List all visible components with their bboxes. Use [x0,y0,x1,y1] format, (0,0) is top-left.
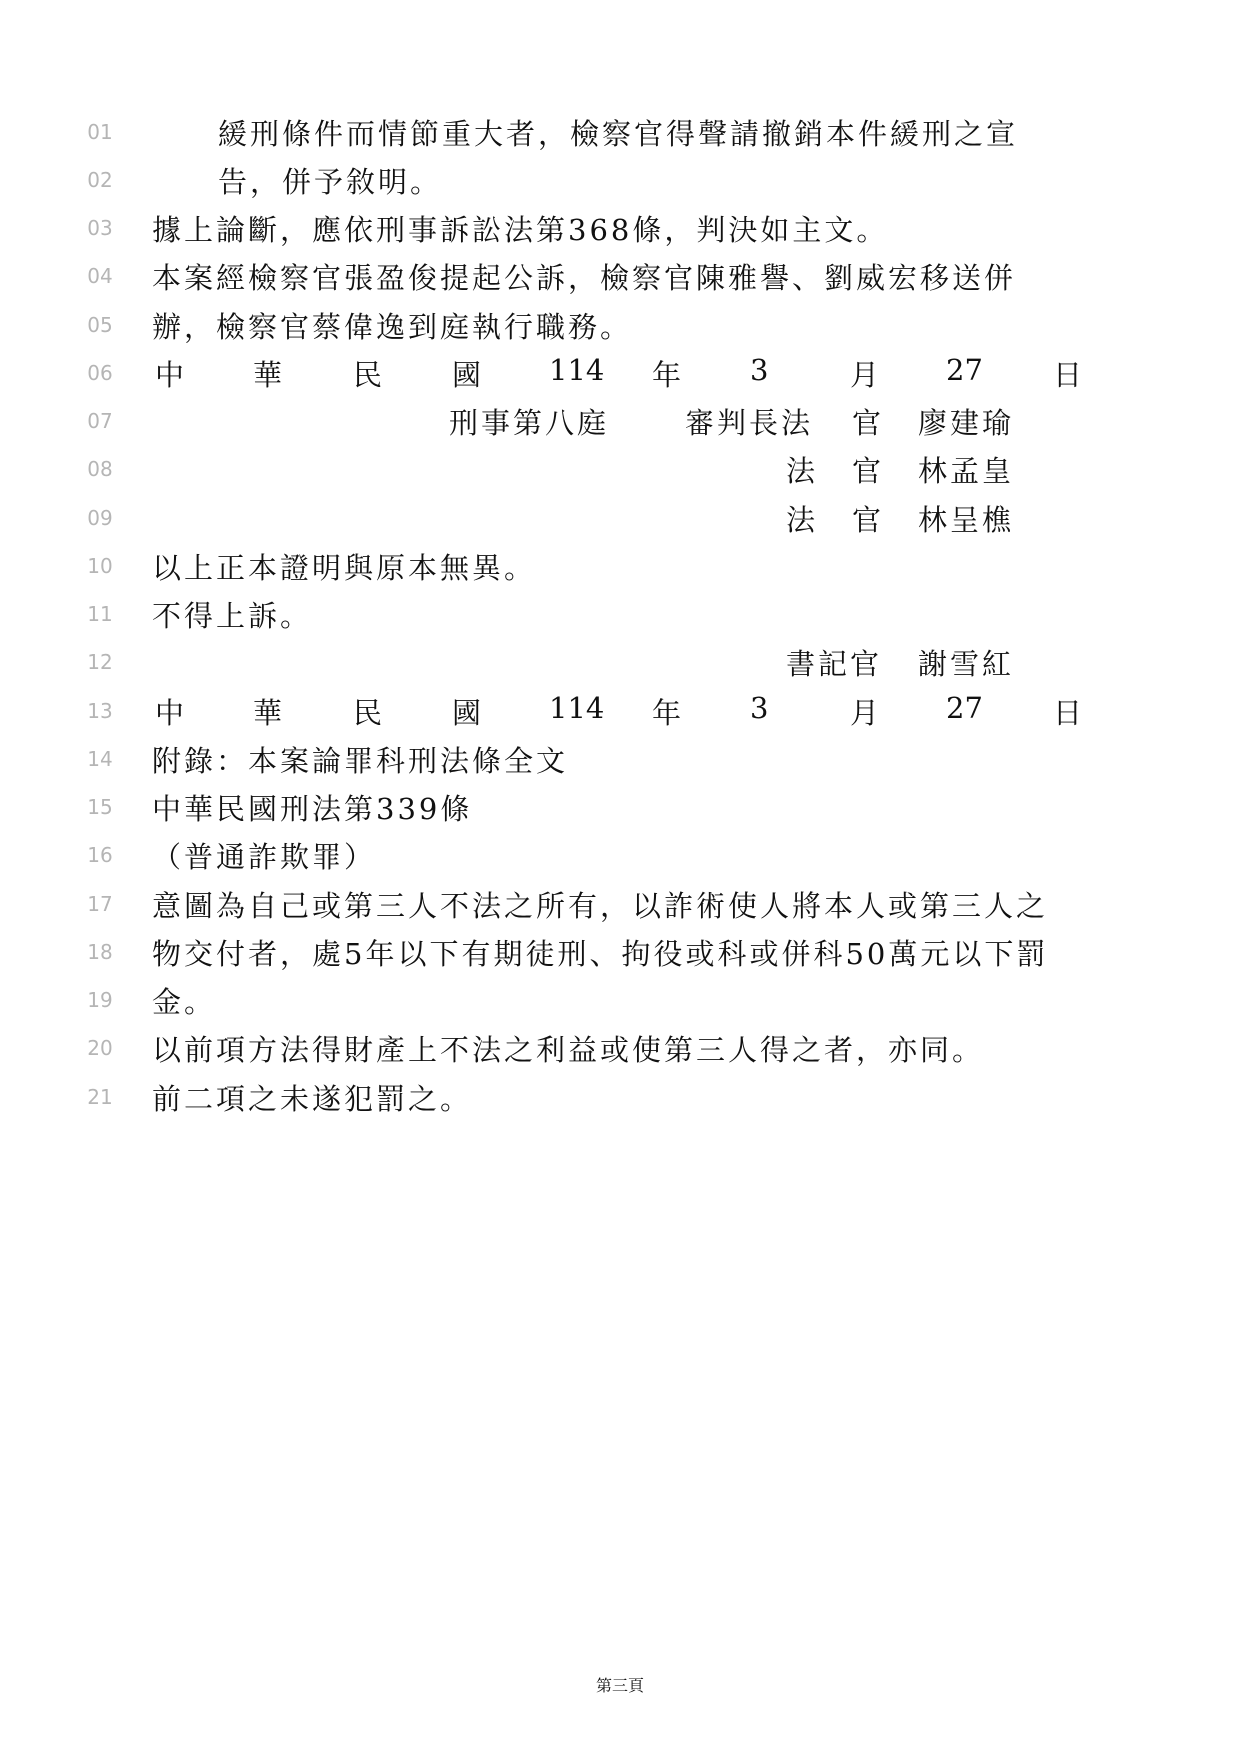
date-month-label: 月 [850,358,880,392]
date-char: 民 [353,358,383,392]
text-line-02: 告，併予敘明。 [218,165,443,199]
judge-title-suffix: 官 [852,454,882,488]
line-number: 15 [87,795,113,819]
date-char: 民 [353,696,383,730]
date-char: 華 [253,358,283,392]
date-char: 國 [452,358,482,392]
court-division: 刑事第八庭 [449,406,610,440]
presiding-judge-name: 廖建瑜 [918,406,1015,440]
line-number: 05 [87,313,113,337]
text-line-15: 中華民國刑法第339條 [152,792,473,826]
line-number: 12 [87,650,113,674]
clerk-title: 書記官 [786,647,883,681]
date-year: 114 [549,691,605,725]
date-day-label: 日 [1053,696,1083,730]
line-number: 09 [87,506,113,530]
presiding-judge-title-suffix: 官 [852,406,882,440]
line-number: 17 [87,892,113,916]
line-number: 11 [87,602,113,626]
date-month: 3 [750,353,769,387]
text-line-14: 附錄：本案論罪科刑法條全文 [152,744,569,778]
line-number: 07 [87,409,113,433]
text-line-17: 意圖為自己或第三人不法之所有，以詐術使人將本人或第三人之 [152,889,1049,923]
date-char: 中 [155,696,185,730]
line-number: 02 [87,168,113,192]
text-line-11: 不得上訴。 [152,599,313,633]
date-day: 27 [946,691,983,725]
clerk-name: 謝雪紅 [918,647,1015,681]
line-number: 08 [87,457,113,481]
judge-title: 法 [786,454,816,488]
text-line-04: 本案經檢察官張盈俊提起公訴，檢察官陳雅譽、劉威宏移送併 [152,261,1017,295]
line-number: 16 [87,843,113,867]
date-day-label: 日 [1053,358,1083,392]
text-line-05: 辦，檢察官蔡偉逸到庭執行職務。 [152,310,633,344]
line-number: 06 [87,361,113,385]
line-number: 01 [87,120,113,144]
date-month: 3 [750,691,769,725]
date-char: 國 [452,696,482,730]
date-year: 114 [549,353,605,387]
line-number: 21 [87,1085,113,1109]
line-number: 14 [87,747,113,771]
line-number: 19 [87,988,113,1012]
text-line-20: 以前項方法得財產上不法之利益或使第三人得之者，亦同。 [152,1033,985,1067]
text-line-21: 前二項之未遂犯罰之。 [152,1082,473,1116]
date-year-label: 年 [652,358,682,392]
date-day: 27 [946,353,983,387]
line-number: 10 [87,554,113,578]
judge-title-suffix: 官 [852,503,882,537]
page-number: 第三頁 [595,1676,644,1695]
presiding-judge-title: 審判長法 [685,406,814,440]
text-line-03: 據上論斷，應依刑事訴訟法第368條，判決如主文。 [152,213,889,247]
date-month-label: 月 [850,696,880,730]
text-line-10: 以上正本證明與原本無異。 [152,551,537,585]
text-line-19: 金。 [152,985,217,1019]
line-number: 13 [87,699,113,723]
judge-name: 林孟皇 [918,454,1015,488]
text-line-01: 緩刑條件而情節重大者，檢察官得聲請撤銷本件緩刑之宣 [218,117,1019,151]
line-number: 20 [87,1036,113,1060]
judge-name: 林呈樵 [918,503,1015,537]
text-line-18: 物交付者，處5年以下有期徒刑、拘役或科或併科50萬元以下罰 [152,937,1049,971]
date-char: 中 [155,358,185,392]
judge-title: 法 [786,503,816,537]
line-number: 18 [87,940,113,964]
text-line-16: （普通詐欺罪） [152,840,377,874]
date-char: 華 [253,696,283,730]
line-number: 04 [87,264,113,288]
date-year-label: 年 [652,696,682,730]
line-number: 03 [87,216,113,240]
